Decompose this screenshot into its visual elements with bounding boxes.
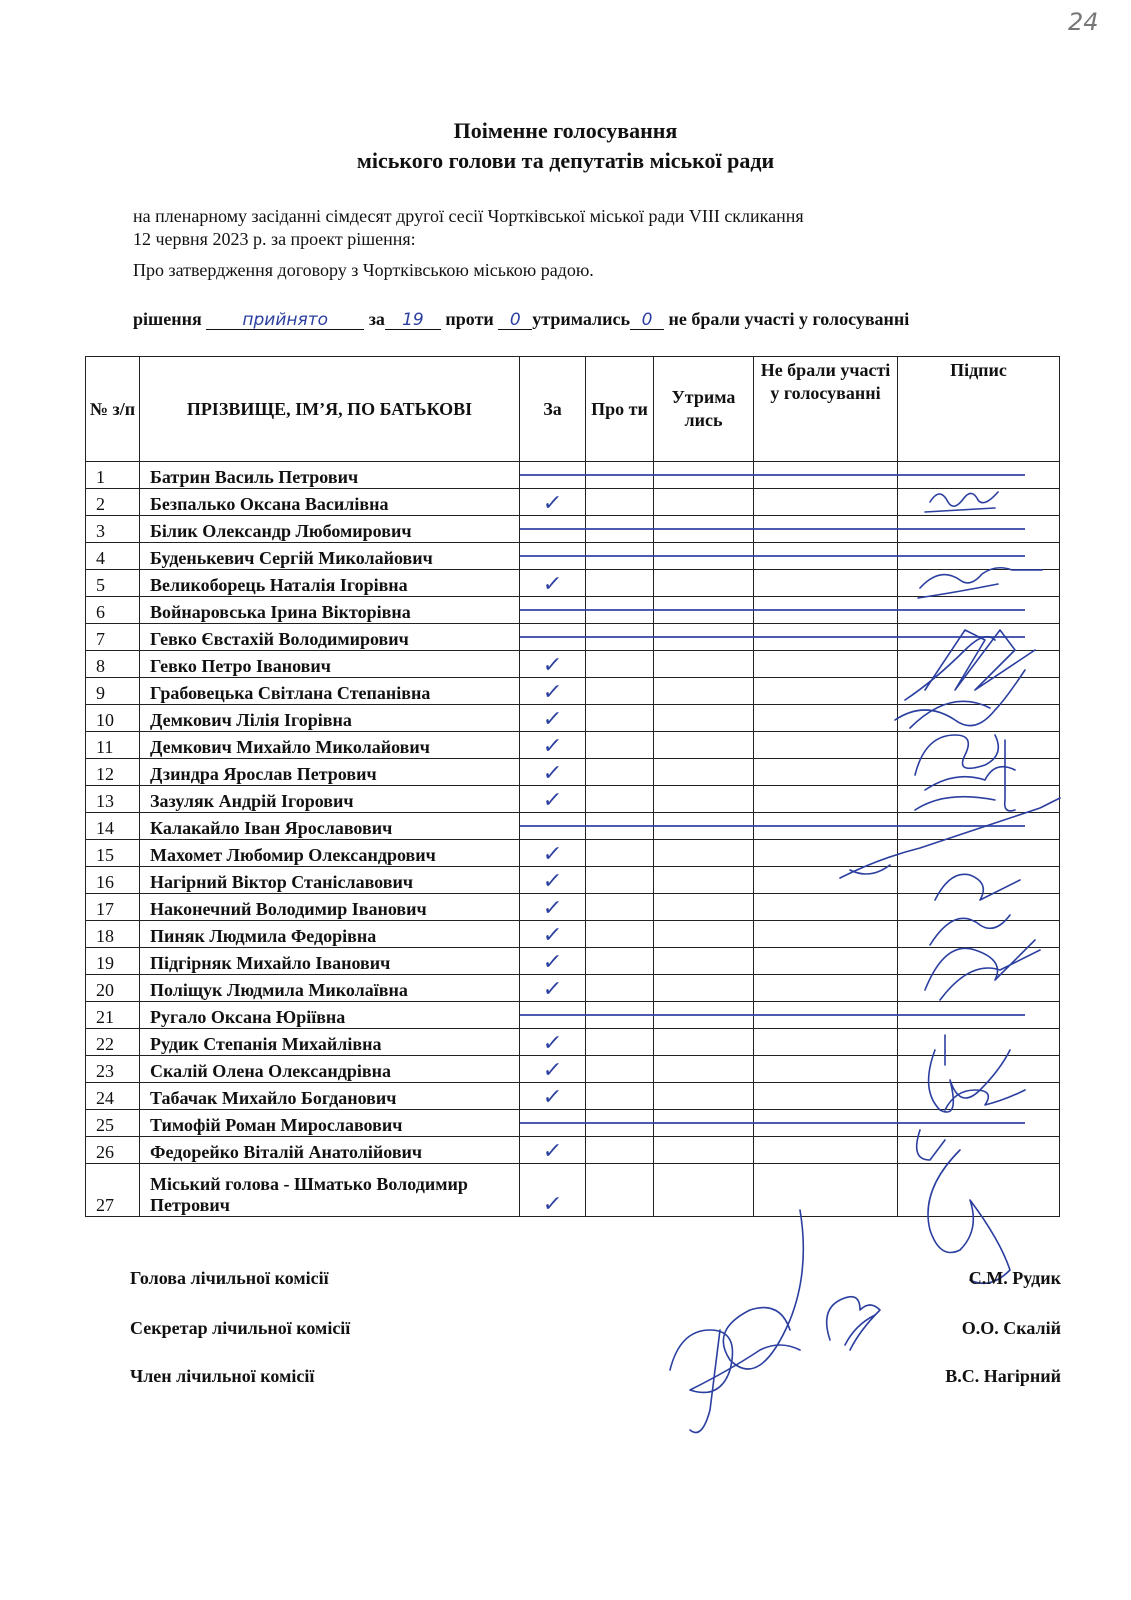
vote-against-cell: [586, 975, 654, 1002]
not-voting-cell: [754, 894, 898, 921]
vote-for-cell: [520, 732, 586, 759]
signature-cell: [898, 1056, 1060, 1083]
vote-abstained-cell: [654, 489, 754, 516]
row-number: 11: [86, 732, 140, 759]
vote-for-cell: [520, 678, 586, 705]
check-mark-icon: ✓: [541, 1085, 564, 1110]
session-line: на пленарному засіданні сімдесят другої сесії Чортківської міської ради VIII скликання: [133, 206, 804, 226]
vote-for-cell: [520, 489, 586, 516]
vote-against-cell: [586, 1137, 654, 1164]
page-number: 24: [1068, 8, 1099, 36]
signature-cell: [898, 975, 1060, 1002]
commission-role: Секретар лічильної комісії: [130, 1318, 351, 1338]
signature-cell: [898, 948, 1060, 975]
check-mark-icon: ✓: [541, 1058, 564, 1083]
signature-mark: [670, 1330, 800, 1433]
table-row: [86, 570, 1060, 597]
row-number: 2: [86, 489, 140, 516]
vote-against-cell: [586, 759, 654, 786]
check-mark-icon: ✓: [541, 707, 564, 732]
table-row: [86, 678, 1060, 705]
table-row: [86, 1137, 1060, 1164]
row-number: 13: [86, 786, 140, 813]
row-number: 3: [86, 516, 140, 543]
vote-against-cell: [586, 1029, 654, 1056]
signature-cell: [898, 570, 1060, 597]
header-signature: Підпис: [898, 357, 1060, 462]
vote-abstained-cell: [654, 840, 754, 867]
not-voting-cell: [754, 651, 898, 678]
vote-abstained-cell: [654, 678, 754, 705]
date-line: 12 червня 2023 р. за проект рішення:: [133, 229, 416, 249]
member-name: Демкович Михайло Миколайович: [140, 732, 520, 759]
row-number: 16: [86, 867, 140, 894]
vote-abstained-cell: [654, 732, 754, 759]
vote-for-cell: [520, 1056, 586, 1083]
signature-cell: [898, 705, 1060, 732]
row-number: 4: [86, 543, 140, 570]
member-name: Батрин Василь Петрович: [140, 462, 520, 489]
table-row: [86, 705, 1060, 732]
not-voting-label: не брали участі у голосуванні: [668, 309, 910, 329]
row-number: 6: [86, 597, 140, 624]
not-voting-cell: [754, 921, 898, 948]
signature-cell: [898, 1137, 1060, 1164]
abstained-label: утримались: [532, 309, 630, 329]
not-voting-cell: [754, 1083, 898, 1110]
header-abstained: Утрима лись: [654, 357, 754, 462]
member-name: Міський голова - Шматько Володимир Петрович: [140, 1164, 520, 1217]
member-name: Скалій Олена Олександрівна: [140, 1056, 520, 1083]
against-label: проти: [445, 309, 494, 329]
absent-strike-line: [520, 825, 1025, 827]
signature-cell: [898, 651, 1060, 678]
vote-against-cell: [586, 705, 654, 732]
absent-strike-line: [520, 474, 1025, 476]
member-name: Зазуляк Андрій Ігорович: [140, 786, 520, 813]
vote-abstained-cell: [654, 1164, 754, 1217]
member-name: Ругало Оксана Юріївна: [140, 1002, 520, 1029]
vote-against-cell: [586, 921, 654, 948]
row-number: 21: [86, 1002, 140, 1029]
row-number: 22: [86, 1029, 140, 1056]
member-name: Буденькевич Сергій Миколайович: [140, 543, 520, 570]
vote-against-cell: [586, 840, 654, 867]
member-name: Грабовецька Світлана Степанівна: [140, 678, 520, 705]
not-voting-cell: [754, 948, 898, 975]
vote-abstained-cell: [654, 1029, 754, 1056]
vote-for-cell: [520, 651, 586, 678]
not-voting-cell: [754, 1029, 898, 1056]
header-name: ПРІЗВИЩЕ, ІМ’Я, ПО БАТЬКОВІ: [140, 357, 520, 462]
check-mark-icon: ✓: [541, 653, 564, 678]
document-subtitle: міського голови та депутатів міської ради: [356, 148, 775, 173]
member-name: Войнаровська Ірина Вікторівна: [140, 597, 520, 624]
vote-for-cell: [520, 786, 586, 813]
row-number: 15: [86, 840, 140, 867]
signature-cell: [898, 732, 1060, 759]
check-mark-icon: ✓: [541, 950, 564, 975]
vote-against-cell: [586, 732, 654, 759]
row-number: 17: [86, 894, 140, 921]
vote-abstained-cell: [654, 948, 754, 975]
vote-for-cell: [520, 759, 586, 786]
signature-cell: [898, 759, 1060, 786]
not-voting-cell: [754, 570, 898, 597]
vote-abstained-cell: [654, 759, 754, 786]
table-row: [86, 840, 1060, 867]
header-for: За: [520, 357, 586, 462]
table-row: [86, 1164, 1060, 1217]
check-mark-icon: ✓: [541, 896, 564, 921]
row-number: 25: [86, 1110, 140, 1137]
vote-against-cell: [586, 786, 654, 813]
row-number: 20: [86, 975, 140, 1002]
row-number: 7: [86, 624, 140, 651]
row-number: 1: [86, 462, 140, 489]
roll-call-table: [85, 356, 1060, 1217]
member-name: Гевко Євстахій Володимирович: [140, 624, 520, 651]
vote-for-cell: [520, 1029, 586, 1056]
signature-cell: [898, 1164, 1060, 1217]
header-number: № з/п: [86, 357, 140, 462]
member-name: Великоборець Наталія Ігорівна: [140, 570, 520, 597]
table-row: [86, 489, 1060, 516]
table-header-row: [86, 357, 1060, 462]
document-title: Поіменне голосування: [453, 118, 678, 143]
check-mark-icon: ✓: [541, 761, 564, 786]
vote-against-cell: [586, 1083, 654, 1110]
check-mark-icon: ✓: [541, 1139, 564, 1164]
commission-person: В.С. Нагірний: [945, 1366, 1061, 1386]
check-mark-icon: ✓: [541, 977, 564, 1002]
signature-cell: [898, 678, 1060, 705]
member-name: Федорейко Віталій Анатолійович: [140, 1137, 520, 1164]
abstained-count: 0: [630, 311, 664, 330]
absent-strike-line: [520, 528, 1025, 530]
row-number: 5: [86, 570, 140, 597]
vote-for-cell: [520, 1164, 586, 1217]
vote-abstained-cell: [654, 894, 754, 921]
table-row: [86, 759, 1060, 786]
commission-role: Член лічильної комісії: [130, 1366, 315, 1386]
vote-abstained-cell: [654, 867, 754, 894]
vote-abstained-cell: [654, 1056, 754, 1083]
header-not-voting: Не брали участі у голосуванні: [754, 357, 898, 462]
vote-for-cell: [520, 570, 586, 597]
member-name: Білик Олександр Любомирович: [140, 516, 520, 543]
member-name: Наконечний Володимир Іванович: [140, 894, 520, 921]
vote-abstained-cell: [654, 651, 754, 678]
commission-person: О.О. Скалій: [961, 1318, 1061, 1338]
check-mark-icon: ✓: [541, 1192, 564, 1217]
vote-for-cell: [520, 894, 586, 921]
against-count: 0: [498, 311, 532, 330]
check-mark-icon: ✓: [541, 491, 564, 516]
member-name: Махомет Любомир Олександрович: [140, 840, 520, 867]
row-number: 23: [86, 1056, 140, 1083]
table-row: [86, 651, 1060, 678]
vote-against-cell: [586, 867, 654, 894]
row-number: 14: [86, 813, 140, 840]
not-voting-cell: [754, 678, 898, 705]
signature-cell: [898, 867, 1060, 894]
table-row: [86, 894, 1060, 921]
vote-for-cell: [520, 867, 586, 894]
not-voting-cell: [754, 867, 898, 894]
not-voting-cell: [754, 1056, 898, 1083]
member-name: Тимофій Роман Мирославович: [140, 1110, 520, 1137]
member-name: Нагірний Віктор Станіславович: [140, 867, 520, 894]
vote-against-cell: [586, 678, 654, 705]
vote-abstained-cell: [654, 921, 754, 948]
for-label: за: [368, 309, 385, 329]
signature-cell: [898, 1029, 1060, 1056]
vote-against-cell: [586, 1056, 654, 1083]
vote-against-cell: [586, 489, 654, 516]
vote-for-cell: [520, 975, 586, 1002]
row-number: 19: [86, 948, 140, 975]
not-voting-cell: [754, 489, 898, 516]
signature-cell: [898, 840, 1060, 867]
check-mark-icon: ✓: [541, 1031, 564, 1056]
vote-against-cell: [586, 651, 654, 678]
member-name: Калакайло Іван Ярославович: [140, 813, 520, 840]
check-mark-icon: ✓: [541, 923, 564, 948]
table-row: [86, 867, 1060, 894]
not-voting-cell: [754, 705, 898, 732]
vote-against-cell: [586, 894, 654, 921]
row-number: 9: [86, 678, 140, 705]
vote-abstained-cell: [654, 1083, 754, 1110]
vote-abstained-cell: [654, 975, 754, 1002]
row-number: 8: [86, 651, 140, 678]
table-row: [86, 921, 1060, 948]
table-row: [86, 948, 1060, 975]
member-name: Демкович Лілія Ігорівна: [140, 705, 520, 732]
member-name: Табачак Михайло Богданович: [140, 1083, 520, 1110]
table-row: [86, 1029, 1060, 1056]
signature-cell: [898, 489, 1060, 516]
vote-abstained-cell: [654, 705, 754, 732]
not-voting-cell: [754, 975, 898, 1002]
vote-for-cell: [520, 921, 586, 948]
row-number: 26: [86, 1137, 140, 1164]
absent-strike-line: [520, 636, 1025, 638]
not-voting-cell: [754, 1137, 898, 1164]
table-row: [86, 1083, 1060, 1110]
vote-against-cell: [586, 1164, 654, 1217]
row-number: 18: [86, 921, 140, 948]
vote-against-cell: [586, 948, 654, 975]
check-mark-icon: ✓: [541, 788, 564, 813]
row-number: 24: [86, 1083, 140, 1110]
member-name: Дзиндра Ярослав Петрович: [140, 759, 520, 786]
member-name: Пиняк Людмила Федорівна: [140, 921, 520, 948]
decision-label: рішення: [133, 309, 202, 329]
signature-cell: [898, 1083, 1060, 1110]
vote-abstained-cell: [654, 570, 754, 597]
vote-for-cell: [520, 1083, 586, 1110]
check-mark-icon: ✓: [541, 680, 564, 705]
signature-cell: [898, 921, 1060, 948]
absent-strike-line: [520, 1014, 1025, 1016]
table-row: [86, 975, 1060, 1002]
member-name: Гевко Петро Іванович: [140, 651, 520, 678]
signature-mark: [723, 1210, 803, 1369]
vote-abstained-cell: [654, 786, 754, 813]
not-voting-cell: [754, 759, 898, 786]
check-mark-icon: ✓: [541, 572, 564, 597]
commission-role: Голова лічильної комісії: [130, 1268, 329, 1288]
vote-abstained-cell: [654, 1137, 754, 1164]
vote-for-cell: [520, 948, 586, 975]
not-voting-cell: [754, 1164, 898, 1217]
table-row: [86, 1056, 1060, 1083]
row-number: 12: [86, 759, 140, 786]
table-row: [86, 786, 1060, 813]
table-row: [86, 732, 1060, 759]
decision-summary: [133, 309, 1093, 330]
vote-for-cell: [520, 705, 586, 732]
vote-against-cell: [586, 570, 654, 597]
decision-value: прийнято: [206, 311, 364, 330]
for-count: 19: [385, 311, 441, 330]
absent-strike-line: [520, 1122, 1025, 1124]
signature-cell: [898, 786, 1060, 813]
commission-person: С.М. Рудик: [968, 1268, 1061, 1288]
member-name: Рудик Степанія Михайлівна: [140, 1029, 520, 1056]
row-number: 10: [86, 705, 140, 732]
not-voting-cell: [754, 732, 898, 759]
header-against: Про ти: [586, 357, 654, 462]
signature-mark: [827, 1297, 880, 1350]
vote-for-cell: [520, 840, 586, 867]
check-mark-icon: ✓: [541, 869, 564, 894]
absent-strike-line: [520, 555, 1025, 557]
check-mark-icon: ✓: [541, 734, 564, 759]
member-name: Підгірняк Михайло Іванович: [140, 948, 520, 975]
not-voting-cell: [754, 786, 898, 813]
signature-cell: [898, 894, 1060, 921]
draft-decision-title: Про затвердження договору з Чортківською міською радою.: [133, 260, 594, 280]
not-voting-cell: [754, 840, 898, 867]
member-name: Поліщук Людмила Миколаївна: [140, 975, 520, 1002]
vote-for-cell: [520, 1137, 586, 1164]
member-name: Безпалько Оксана Василівна: [140, 489, 520, 516]
row-number: 27: [86, 1164, 140, 1217]
check-mark-icon: ✓: [541, 842, 564, 867]
absent-strike-line: [520, 609, 1025, 611]
